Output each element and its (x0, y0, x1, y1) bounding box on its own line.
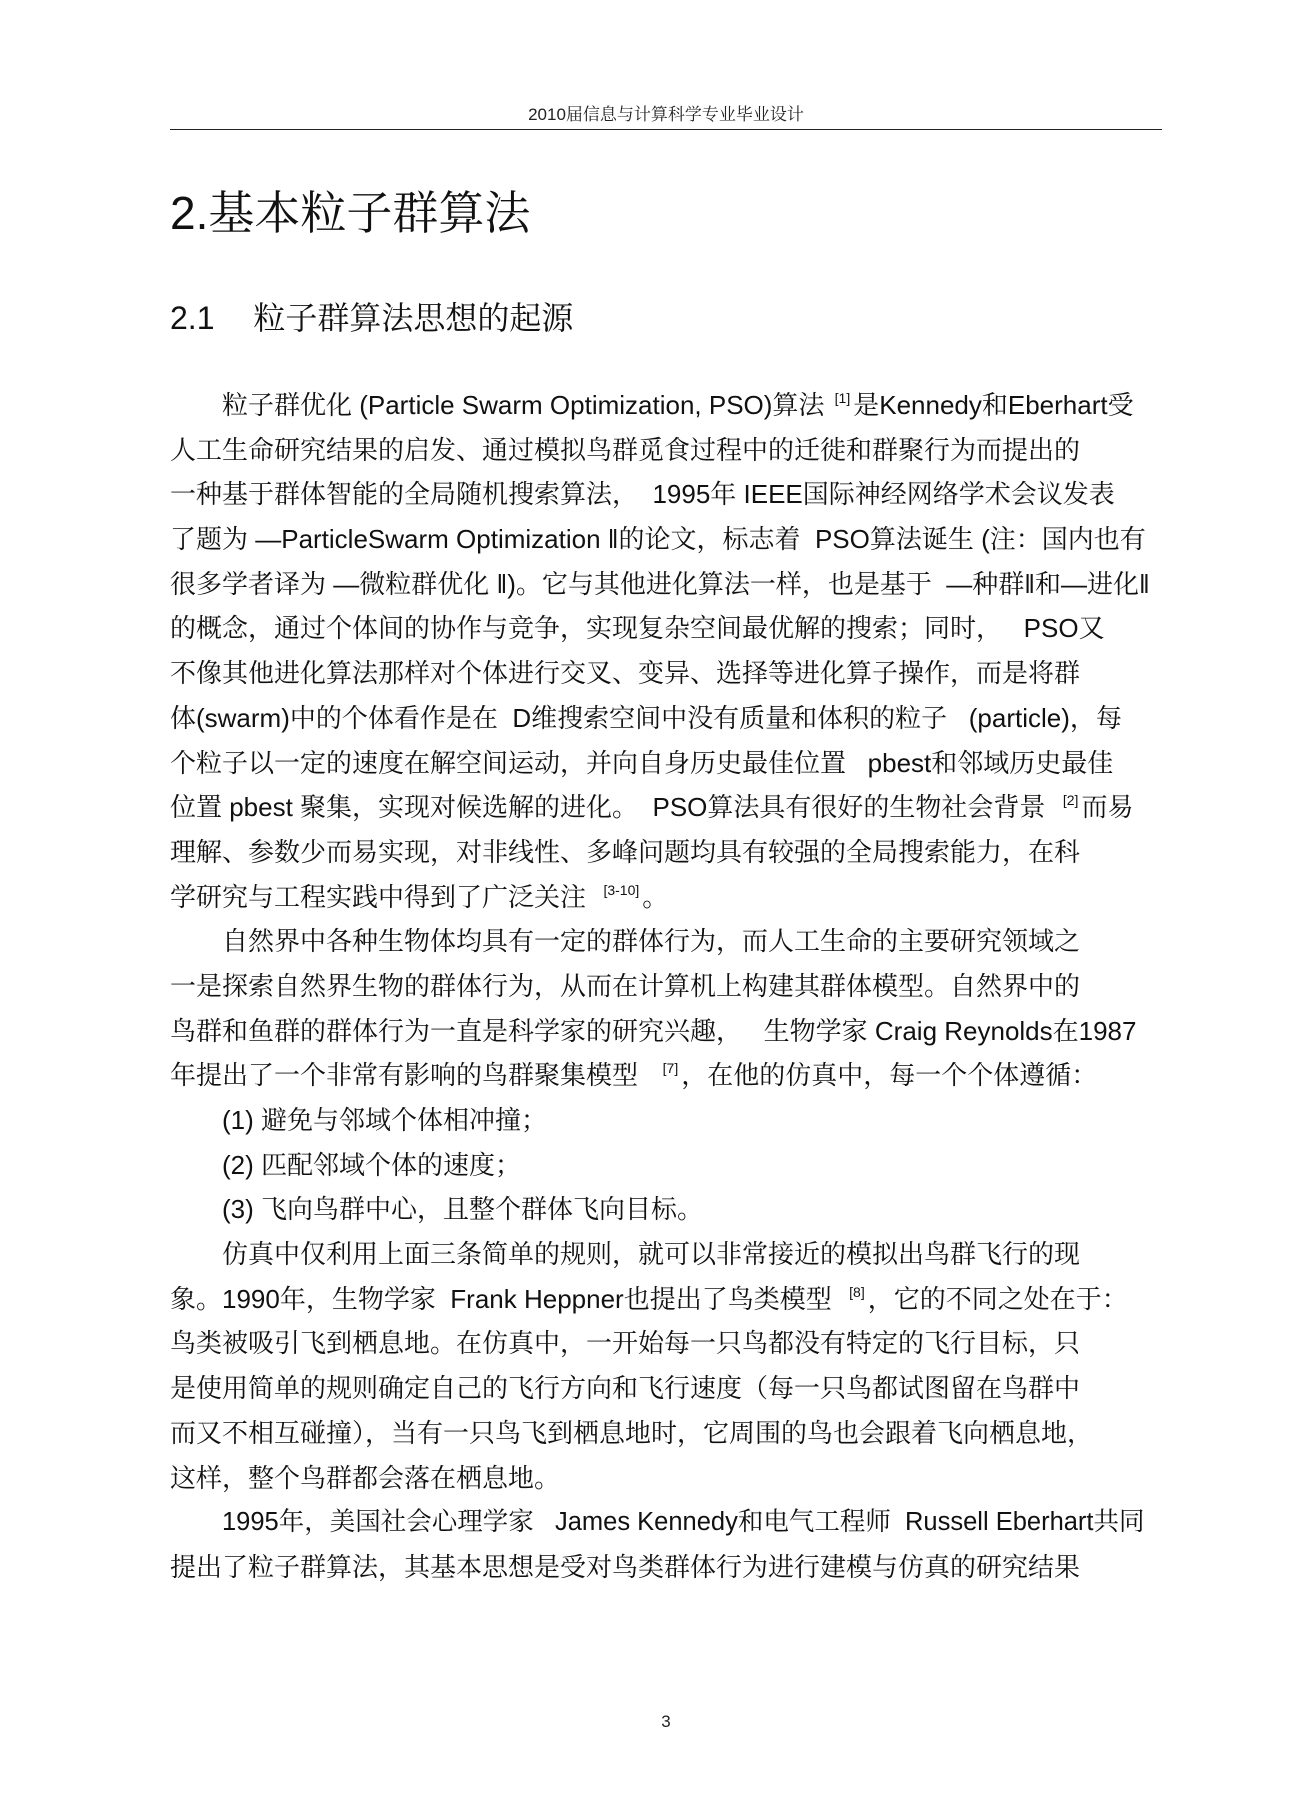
line-text: 粒子群优化 (Particle Swarm Optimization, PSO)算法 (222, 390, 832, 420)
paragraph-first-line: 仿真中仅利用上面三条简单的规则，就可以非常接近的模拟出鸟群飞行的现 (222, 1239, 1081, 1270)
body-line: 鸟群和鱼群的群体行为一直是科学家的研究兴趣， 生物学家 Craig Reynolds在1987 (170, 1015, 1137, 1046)
line-text: 。 (642, 881, 669, 912)
body-line: 这样，整个鸟群都会落在栖息地。 (170, 1462, 561, 1493)
body-line: 了题为 —ParticleSwarm Optimization ‖的论文，标志着 PSO算法诞生 (注：国内也有 (170, 524, 1146, 555)
section-heading (170, 298, 573, 338)
line-text: ，它的不同之处在于： (867, 1283, 1128, 1314)
paragraph-first-line: (2) 匹配邻域个体的速度； (222, 1149, 522, 1180)
paragraph-first-line: (1) 避免与邻域个体相冲撞； (222, 1105, 548, 1135)
body-line (170, 1053, 1160, 1098)
body-text (170, 383, 1160, 1590)
page-number: 3 (661, 1712, 671, 1731)
citation-superscript: [3-10] (603, 881, 640, 898)
header-rule (170, 129, 1162, 130)
paragraph-first-line: (3) 飞向鸟群中心，且整个群体飞向目标。 (222, 1194, 704, 1225)
citation-superscript: [2] (1062, 792, 1079, 809)
body-line: 鸟类被吸引飞到栖息地。在仿真中，一开始每一只鸟都没有特定的飞行目标，只 (170, 1328, 1081, 1359)
line-text: ，在他的仿真中，每一个个体遵循： (681, 1060, 1098, 1091)
chapter-title: 2.基本粒子群算法 (170, 187, 531, 239)
line-text: 学研究与工程实践中得到了广泛关注 (170, 881, 601, 912)
body-line: 体(swarm)中的个体看作是在 D维搜索空间中没有质量和体积的粒子 (particle)，每 (170, 702, 1122, 733)
citation-superscript: [8] (849, 1283, 865, 1300)
body-line: 不像其他进化算法那样对个体进行交叉、变异、选择等进化算子操作，而是将群 (170, 658, 1081, 689)
body-line: 个粒子以一定的速度在解空间运动，并向自身历史最佳位置 pbest和邻域历史最佳 (170, 747, 1114, 778)
citation-superscript: [7] (662, 1060, 679, 1077)
section-number: 2.1 (170, 300, 215, 336)
body-line: 而又不相互碰撞），当有一只鸟飞到栖息地时，它周围的鸟也会跟着飞向栖息地， (170, 1417, 1094, 1448)
line-text: 是Kennedy和Eberhart受 (853, 390, 1134, 420)
body-line: 一是探索自然界生物的群体行为，从而在计算机上构建其群体模型。自然界中的 (170, 970, 1081, 1001)
paragraph-first-line (170, 383, 1160, 428)
line-text: 位置 pbest 聚集，实现对候选解的进化。 PSO算法具有很好的生物社会背景 (170, 792, 1060, 823)
line-text: 年提出了一个非常有影响的鸟群聚集模型 (170, 1060, 660, 1091)
line-text: 而易 (1081, 792, 1134, 823)
line-text: 象。1990年，生物学家 Frank Heppner也提出了鸟类模型 (170, 1283, 847, 1314)
body-line: 人工生命研究结果的启发、通过模拟鸟群觅食过程中的迁徙和群聚行为而提出的 (170, 434, 1081, 465)
body-line: 一种基于群体智能的全局随机搜索算法， 1995年 IEEE国际神经网络学术会议发表 (170, 479, 1115, 510)
body-line (170, 785, 1160, 830)
body-line: 的概念，通过个体间的协作与竞争，实现复杂空间最优解的搜索；同时， PSO又 (170, 613, 1105, 644)
body-line (170, 1277, 1160, 1322)
body-line: 理解、参数少而易实现，对非线性、多峰问题均具有较强的全局搜索能力，在科 (170, 836, 1081, 867)
body-line (170, 875, 1160, 920)
paragraph-first-line: 1995年，美国社会心理学家 James Kennedy和电气工程师 Russell Eberhart共同 (222, 1508, 1145, 1537)
body-line: 是使用简单的规则确定自己的飞行方向和飞行速度（每一只鸟都试图留在鸟群中 (170, 1373, 1081, 1404)
running-header: 2010届信息与计算科学专业毕业设计 (528, 105, 804, 124)
citation-superscript: [1] (834, 390, 851, 406)
body-line: 很多学者译为 —微粒群优化 ‖)。它与其他进化算法一样，也是基于 —种群‖和—进化‖ (170, 568, 1150, 599)
paragraph-first-line: 自然界中各种生物体均具有一定的群体行为，而人工生命的主要研究领域之 (222, 926, 1081, 957)
body-line: 提出了粒子群算法，其基本思想是受对鸟类群体行为进行建模与仿真的研究结果 (170, 1551, 1081, 1582)
section-title: 粒子群算法思想的起源 (253, 300, 574, 336)
